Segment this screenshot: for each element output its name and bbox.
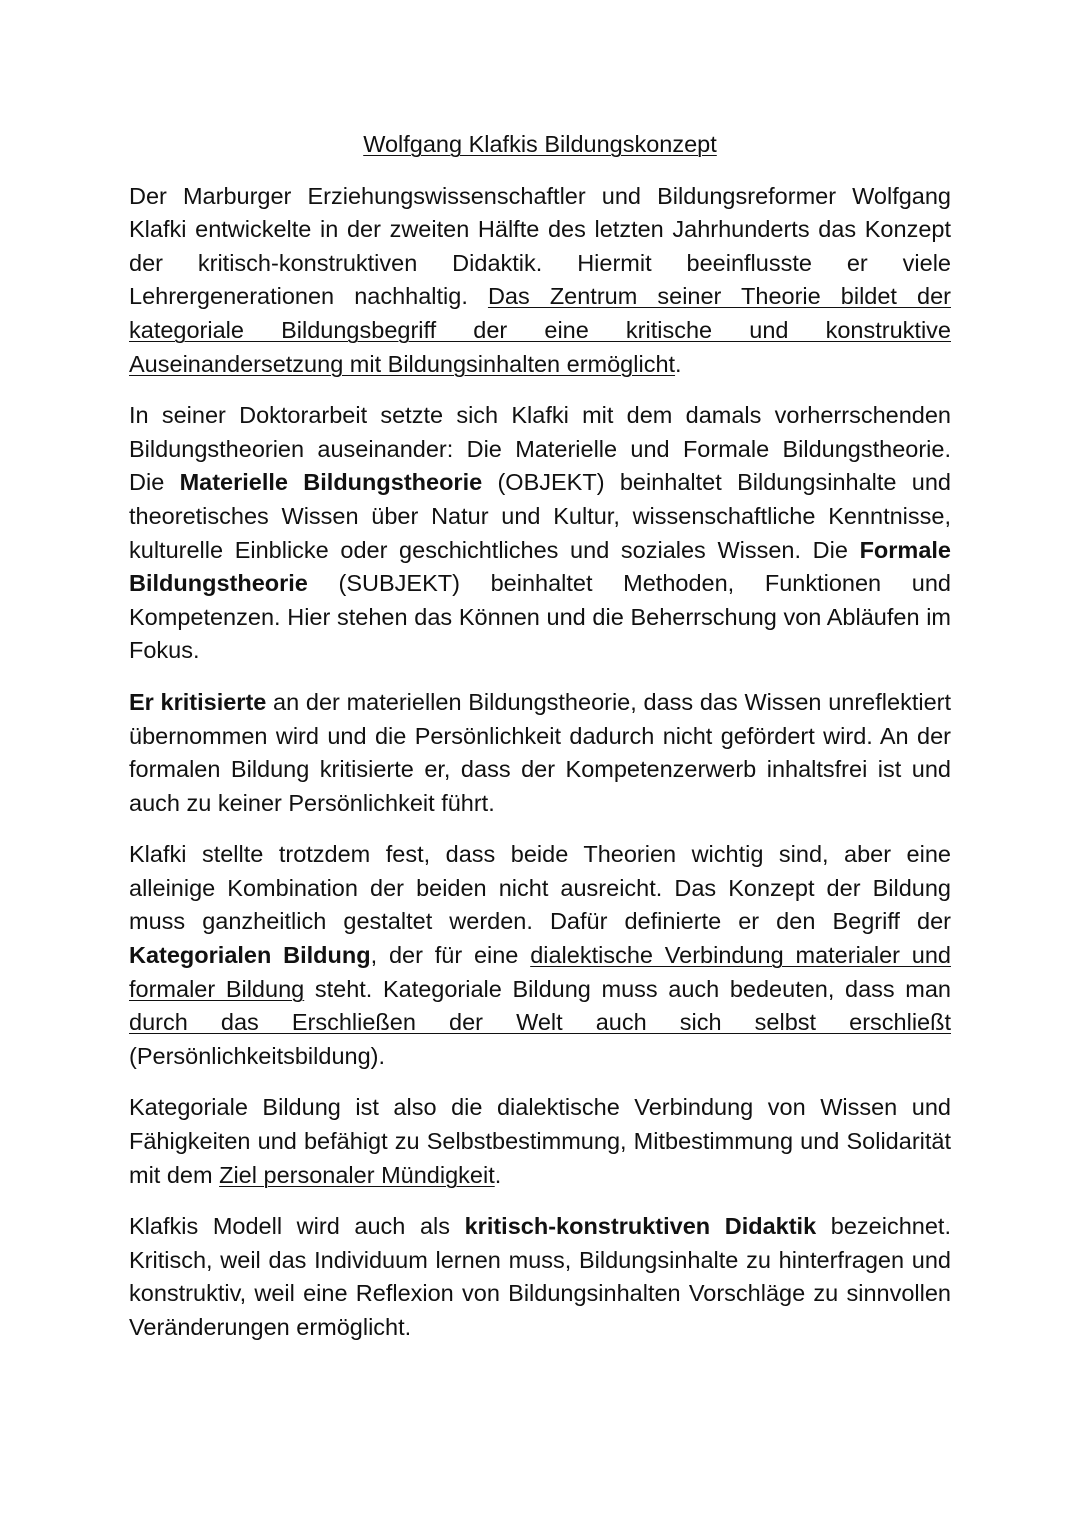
paragraph-text: . — [675, 350, 682, 377]
paragraph-text: Klafki stellte trotzdem fest, dass beide Theorien wichtig sind, aber eine alleinige Kombination der beiden nicht ausreicht. Das Konzept der Bildung muss ganzheitlich gestaltet werden. Dafür definierte er den Begriff der — [129, 841, 951, 935]
paragraph-kritik — [129, 686, 951, 820]
underlined-text: durch das Erschließen der Welt auch sich selbst erschließt — [129, 1009, 951, 1036]
paragraph-bildungstheorien — [129, 399, 951, 668]
paragraph-kategoriale-bildung — [129, 838, 951, 1073]
bold-term: Kategorialen Bildung — [129, 942, 371, 969]
paragraph-text: , der für eine — [370, 942, 531, 969]
paragraph-text: In seiner Doktorarbeit setzte sich Klafki mit dem damals vorherrschenden Bildungstheorien auseinander: Die Materielle und Formale Bildungstheorie. Die — [129, 402, 951, 496]
paragraph-text: an der materiellen Bildungstheorie, dass das Wissen unreflektiert übernommen wird und die Persönlichkeit dadurch nicht gefördert wird. An der formalen Bildung kritisierte er, dass der Kompetenzerwerb inhaltsfrei ist und auch zu keiner Persönlichkeit führt. — [129, 688, 951, 816]
bold-term: Er kritisierte — [129, 688, 267, 715]
paragraph-text: Klafkis Modell wird auch als — [129, 1213, 465, 1240]
bold-term: kritisch-konstruktiven Didaktik — [464, 1213, 817, 1240]
underlined-text: Das Zentrum seiner Theorie bildet der kategoriale Bildungsbegriff der eine kritische und konstruktive Auseinandersetzung mit Bildungsinhalten ermöglicht — [129, 283, 951, 377]
paragraph-text: (SUBJEKT) beinhaltet Methoden, Funktionen und Kompetenzen. Hier stehen das Können und die Beherrschung von Abläufen im Fokus. — [129, 570, 951, 664]
paragraph-muendigkeit — [129, 1091, 951, 1192]
paragraph-text: bezeichnet. Kritisch, weil das Individuum lernen muss, Bildungsinhalte zu hinterfragen und konstruktiv, weil eine Reflexion von Bildungsinhalten Vorschläge zu sinnvollen Veränderungen ermöglicht. — [129, 1213, 951, 1340]
document-page — [129, 128, 951, 1363]
underlined-text: dialektische Verbindung materialer und formaler Bildung — [129, 942, 951, 1002]
paragraph-text: (OBJEKT) beinhaltet Bildungsinhalte und theoretisches Wissen über Natur und Kultur, wissenschaftliche Kenntnisse, kulturelle Einblicke oder geschichtliches und soziales Wissen. Die — [129, 469, 951, 563]
document-title: Wolfgang Klafkis Bildungskonzept — [363, 131, 717, 157]
paragraph-text: (Persönlichkeitsbildung). — [129, 1042, 386, 1069]
paragraph-text: Der Marburger Erziehungswissenschaftler und Bildungsreformer Wolfgang Klafki entwickelte in der zweiten Hälfte des letzten Jahrhunderts das Konzept der kritisch-konstruktiven Didaktik. Hiermit beeinflusste er viele Lehrergenerationen nachhaltig. — [129, 182, 951, 310]
bold-term: Materielle Bildungstheorie — [179, 469, 483, 496]
paragraph-text: . — [494, 1161, 502, 1188]
paragraph-introduction — [129, 180, 951, 382]
paragraph-didaktik — [129, 1210, 951, 1344]
underlined-text: Ziel personaler Mündigkeit — [219, 1161, 495, 1188]
paragraph-text: steht. Kategoriale Bildung muss auch bedeuten, dass man — [304, 975, 952, 1002]
paragraph-text: Kategoriale Bildung ist also die dialektische Verbindung von Wissen und Fähigkeiten und befähigt zu Selbstbestimmung, Mitbestimmung und Solidarität mit dem — [129, 1094, 951, 1188]
bold-term: Formale Bildungstheorie — [129, 536, 951, 597]
